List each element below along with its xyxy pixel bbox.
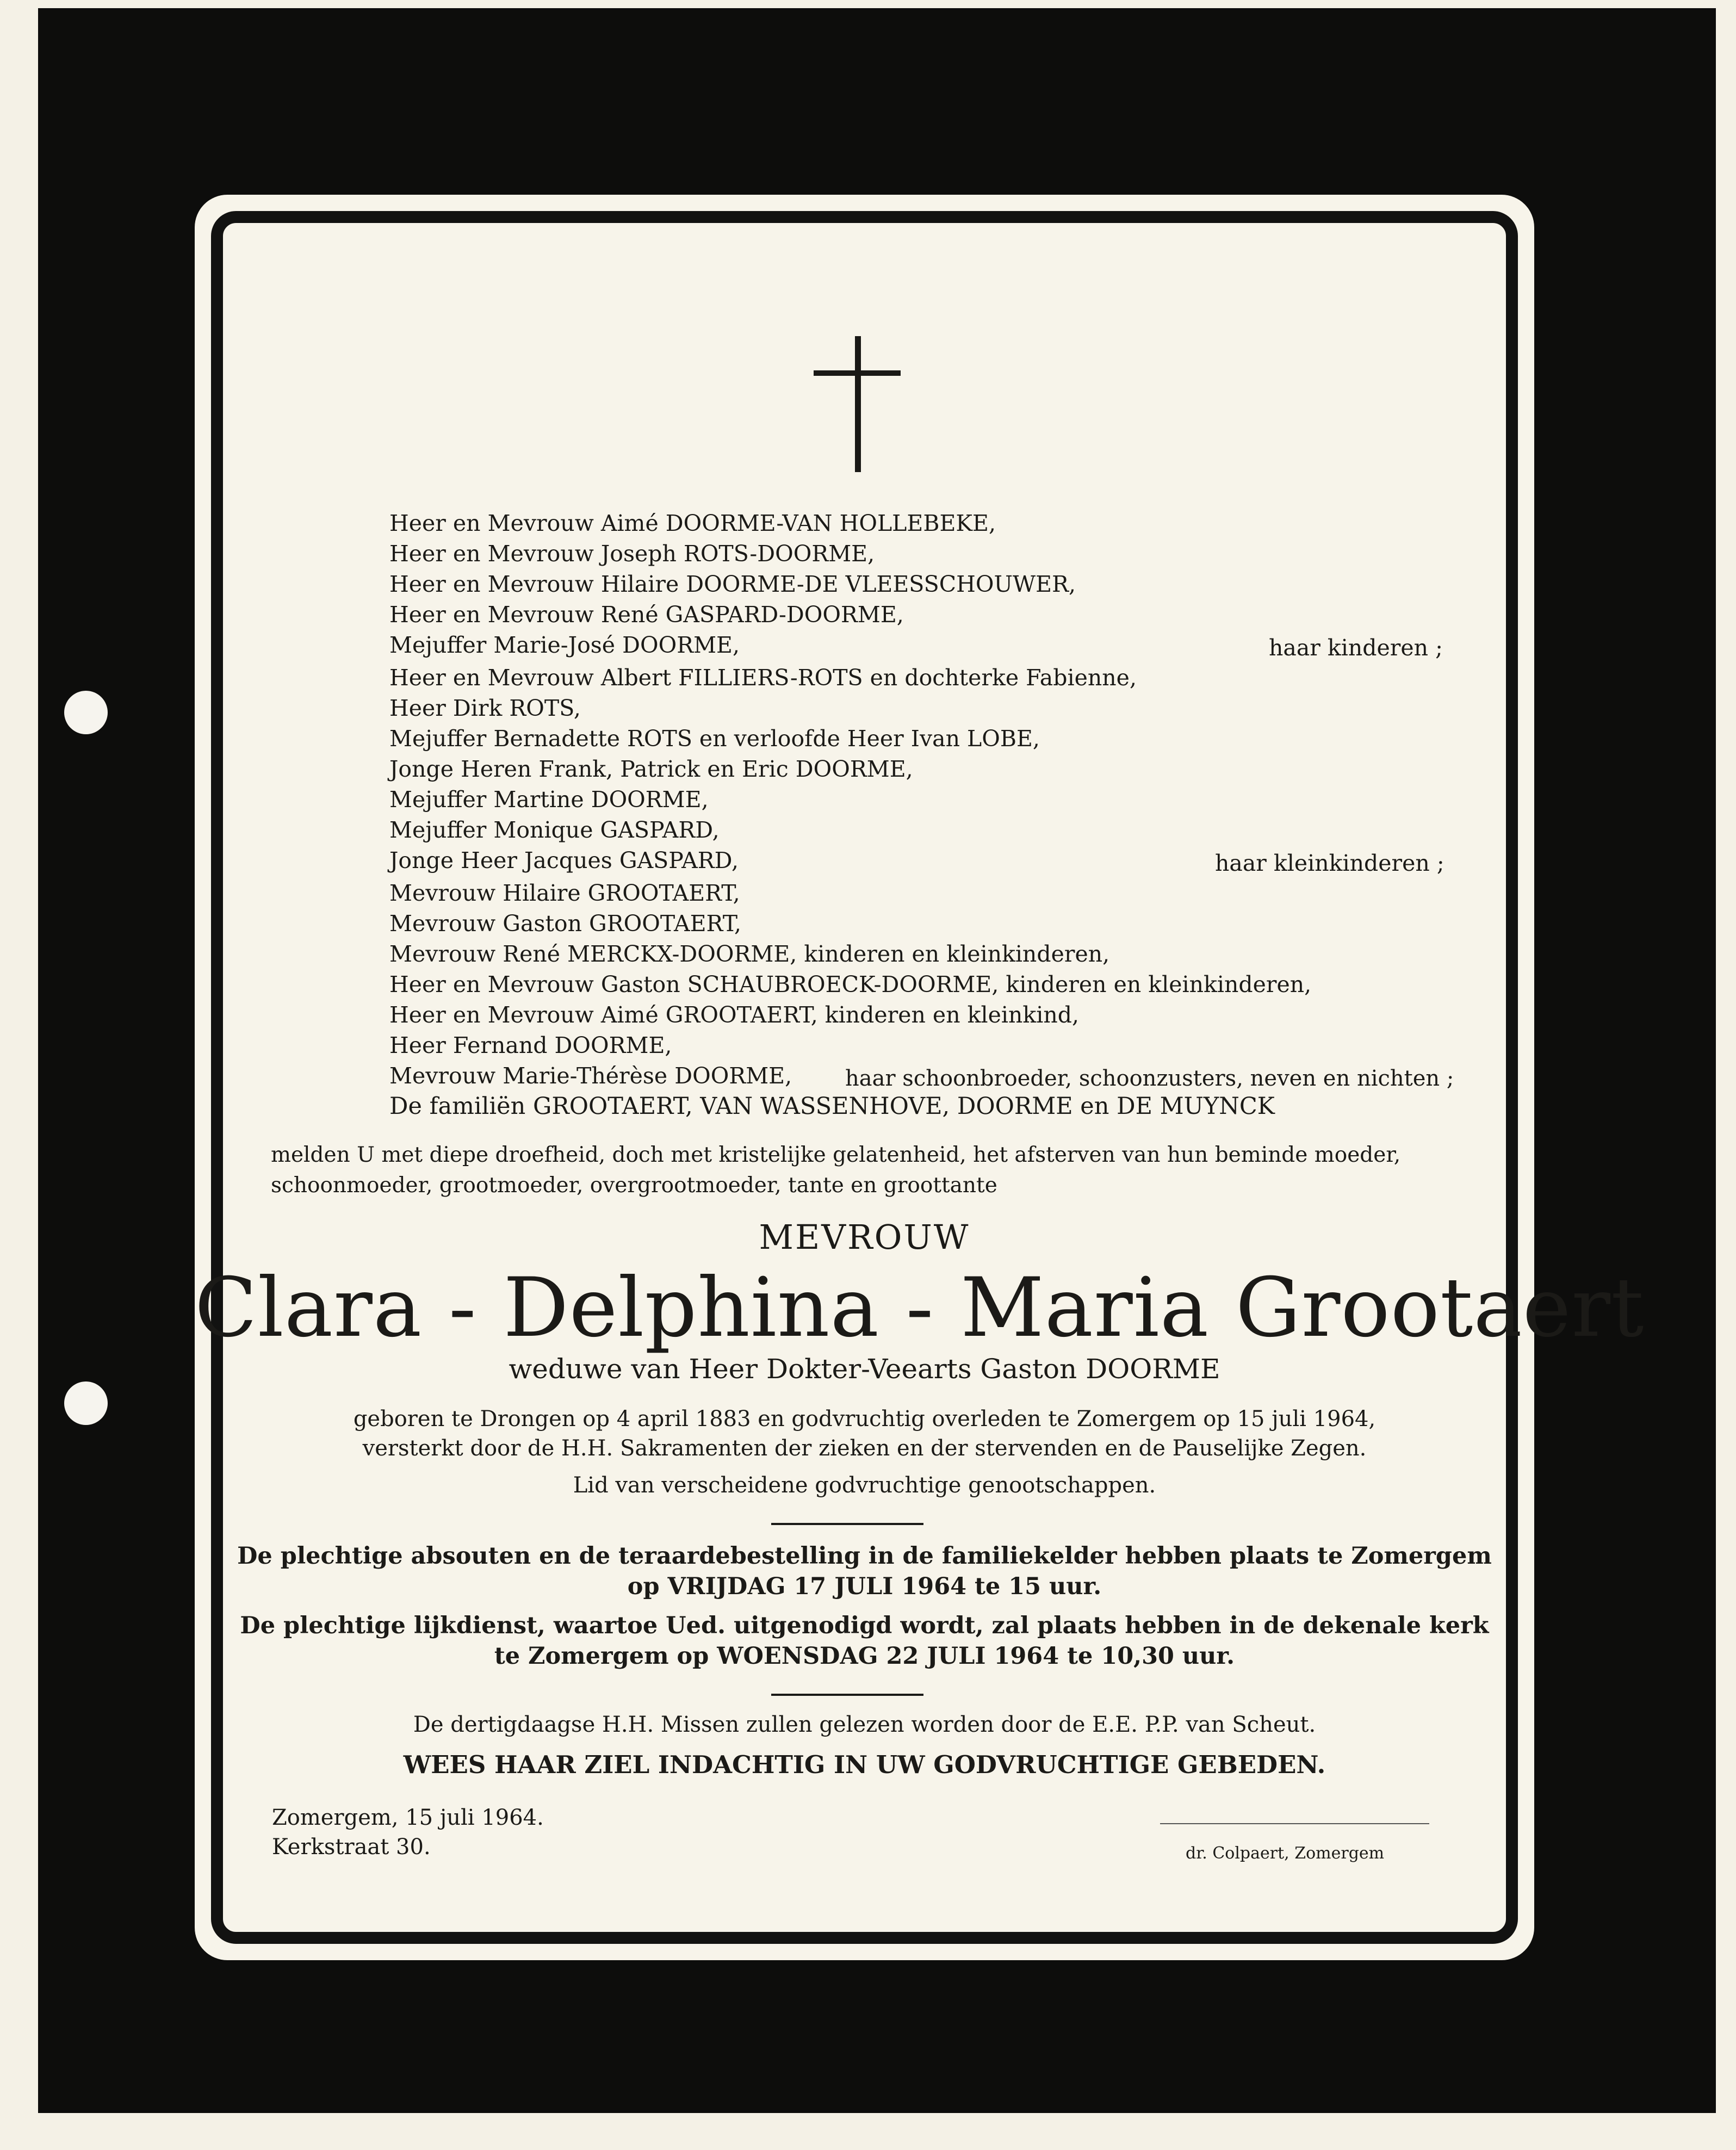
burial-notice-line: De plechtige absouten en de teraardebestelling in de familiekelder hebben plaats te Zomergem — [237, 1542, 1492, 1570]
family-line: Heer en Mevrouw Aimé GROOTAERT, kinderen en kleinkind, — [389, 1002, 1080, 1028]
printer-rule — [1160, 1823, 1429, 1824]
family-line: Jonge Heer Jacques GASPARD, — [389, 847, 739, 873]
life-detail-line: Lid van verscheidene godvruchtige genootschappen. — [573, 1473, 1156, 1498]
family-line: Heer en Mevrouw Albert FILLIERS-ROTS en dochterke Fabienne, — [389, 665, 1137, 691]
family-line: Mejuffer Bernadette ROTS en verloofde Heer Ivan LOBE, — [389, 726, 1040, 752]
family-line: Mejuffer Monique GASPARD, — [389, 817, 720, 843]
funeral-notice-line: De plechtige lijkdienst, waartoe Ued. uitgenodigd wordt, zal plaats hebben in de dekenale kerk — [240, 1612, 1489, 1639]
mourning-card — [195, 195, 1645, 1960]
grandchildren-label: haar kleinkinderen ; — [1215, 850, 1444, 876]
masses-note: De dertigdaagse H.H. Missen zullen gelezen worden door de E.E. P.P. van Scheut. — [413, 1712, 1316, 1737]
family-line: Heer Dirk ROTS, — [389, 695, 581, 721]
funeral-notice-line: te Zomergem op WOENSDAG 22 JULI 1964 te 10,30 uur. — [494, 1643, 1235, 1670]
honorific-title: MEVROUW — [759, 1217, 970, 1257]
family-line: Heer en Mevrouw Joseph ROTS-DOORME, — [389, 541, 875, 567]
life-detail-line: versterkt door de H.H. Sakramenten der zieken en der stervenden en de Pauselijke Zegen. — [362, 1436, 1367, 1461]
family-line: Mevrouw Gaston GROOTAERT, — [389, 910, 742, 937]
children-label: haar kinderen ; — [1269, 635, 1443, 661]
family-line: Mevrouw Hilaire GROOTAERT, — [389, 880, 740, 906]
life-detail-line: geboren te Drongen op 4 april 1883 en godvruchtig overleden te Zomergem op 15 juli 1964, — [353, 1407, 1376, 1432]
place-date: Zomergem, 15 juli 1964. — [272, 1805, 544, 1830]
punch-hole-bottom — [64, 1381, 108, 1425]
printer-credit: dr. Colpaert, Zomergem — [1186, 1844, 1385, 1863]
widow-line: weduwe van Heer Dokter-Veearts Gaston DOORME — [509, 1353, 1220, 1385]
announcement-line: melden U met diepe droefheid, doch met kristelijke gelatenheid, het afsterven van hun beminde moeder, — [271, 1143, 1401, 1167]
announcement-line: schoonmoeder, grootmoeder, overgrootmoeder, tante en groottante — [271, 1173, 997, 1198]
punch-hole-top — [64, 691, 108, 734]
cross-icon — [855, 336, 861, 472]
family-line: Mejuffer Marie-José DOORME, — [389, 632, 740, 658]
divider-rule — [771, 1523, 923, 1525]
inlaws-label: haar schoonbroeder, schoonzusters, neven en nichten ; — [845, 1066, 1454, 1091]
family-line: Mevrouw Marie-Thérèse DOORME, — [389, 1063, 792, 1089]
family-line: Heer en Mevrouw Hilaire DOORME-DE VLEESSCHOUWER, — [389, 571, 1076, 597]
family-line: Mevrouw René MERCKX-DOORME, kinderen en kleinkinderen, — [389, 941, 1110, 967]
family-line: Heer en Mevrouw Gaston SCHAUBROECK-DOORME, kinderen en kleinkinderen, — [389, 971, 1312, 997]
family-line: Heer en Mevrouw René GASPARD-DOORME, — [389, 602, 904, 628]
divider-rule — [771, 1694, 923, 1696]
family-line: Jonge Heren Frank, Patrick en Eric DOORME, — [389, 756, 913, 782]
address: Kerkstraat 30. — [272, 1835, 431, 1860]
family-line: Heer en Mevrouw Aimé DOORME-VAN HOLLEBEKE, — [389, 510, 996, 536]
burial-notice-line: op VRIJDAG 17 JULI 1964 te 15 uur. — [627, 1573, 1102, 1600]
family-line: Mejuffer Martine DOORME, — [389, 786, 709, 813]
prayer-request: WEES HAAR ZIEL INDACHTIG IN UW GODVRUCHTIGE GEBEDEN. — [403, 1750, 1326, 1779]
family-line: Heer Fernand DOORME, — [389, 1032, 672, 1058]
cross-icon-bar — [814, 370, 901, 376]
families-line: De familiën GROOTAERT, VAN WASSENHOVE, DOORME en DE MUYNCK — [389, 1093, 1275, 1120]
deceased-name: Clara - Delphina - Maria Grootaert — [195, 1261, 1645, 1355]
